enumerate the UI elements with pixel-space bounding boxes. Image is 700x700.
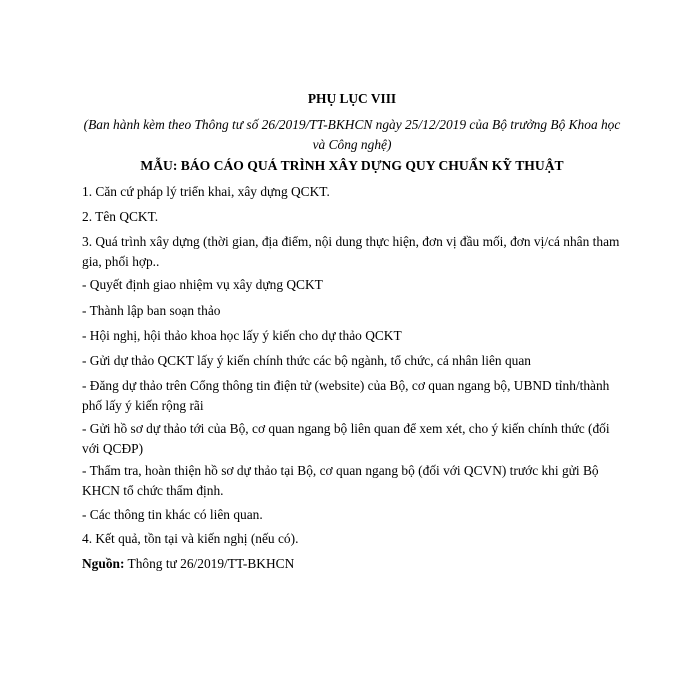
form-title: MẪU: BÁO CÁO QUÁ TRÌNH XÂY DỰNG QUY CHUẨN KỸ THUẬT (140, 158, 564, 173)
appendix-title: PHỤ LỤC VIII (307, 91, 397, 106)
issued-by-note: (Ban hành kèm theo Thông tư số 26/2019/TT-BKHCN ngày 25/12/2019 của Bộ trưởng Bộ Khoa học và Công nghệ) (83, 117, 621, 152)
item-other-info: - Các thông tin khác có liên quan. (82, 507, 263, 522)
item-legal-basis: 1. Căn cứ pháp lý triển khai, xây dựng QCKT. (82, 184, 330, 199)
item-regulation-name: 2. Tên QCKT. (82, 209, 159, 224)
item-results: 4. Kết quả, tồn tại và kiến nghị (nếu có). (82, 531, 299, 546)
item-conference: - Hội nghị, hội thảo khoa học lấy ý kiến cho dự thảo QCKT (82, 328, 402, 343)
source-value: Thông tư 26/2019/TT-BKHCN (124, 556, 295, 571)
source-label: Nguồn: (82, 556, 125, 571)
item-public-posting: - Đăng dự thảo trên Cổng thông tin điện tử (website) của Bộ, cơ quan ngang bộ, UBND tỉnh/thành phố lấy ý kiến rộng rãi (82, 378, 610, 413)
item-review-dossier: - Thẩm tra, hoàn thiện hồ sơ dự thảo tại Bộ, cơ quan ngang bộ (đối với QCVN) trước khi gửi Bộ KHCN tổ chức thẩm định. (82, 463, 599, 498)
item-development-process: 3. Quá trình xây dựng (thời gian, địa điểm, nội dung thực hiện, đơn vị đầu mối, đơn vị/cá nhân tham gia, phối hợp.. (82, 234, 620, 269)
source-line (82, 554, 622, 574)
item-drafting-board: - Thành lập ban soạn thảo (82, 303, 221, 318)
item-official-comments: - Gửi dự thảo QCKT lấy ý kiến chính thức các bộ ngành, tổ chức, cá nhân liên quan (82, 353, 531, 368)
item-send-dossier: - Gửi hồ sơ dự thảo tới của Bộ, cơ quan ngang bộ liên quan để xem xét, cho ý kiến chính thức (đối với QCĐP) (82, 421, 610, 456)
item-assignment-decision: - Quyết định giao nhiệm vụ xây dựng QCKT (82, 277, 323, 292)
